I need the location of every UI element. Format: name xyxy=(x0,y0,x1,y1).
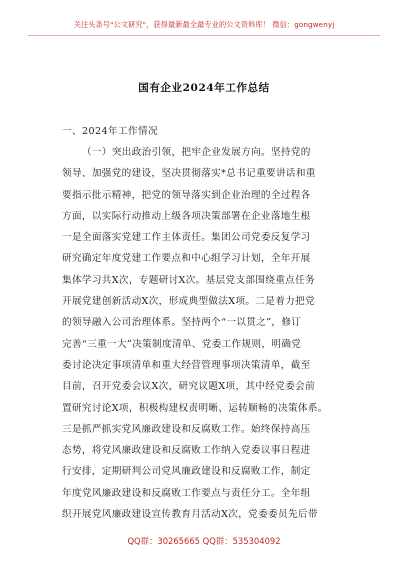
paragraph-line: 年度党风廉政建设和反腐败工作要点与责任分工。全年组 xyxy=(62,487,311,499)
paragraph-line: 领导、加强党的建设，坚决贯彻落实*总书记重要讲话和重 xyxy=(62,168,316,180)
paragraph-line: 开展党建创新活动X次，形成典型做法X项。二是着力把党 xyxy=(62,296,316,308)
paragraph-line: 集体学习共X次，专题研讨X次。基层党支部围绕重点任务 xyxy=(62,274,316,286)
paragraph-line: 目前，召开党委会议X次，研究议题X项，其中经党委会前 xyxy=(62,381,316,393)
paragraph-line: 要指示批示精神，把党的领导落实到企业治理的全过程各 xyxy=(62,189,311,201)
paragraph-line: 方面，以实际行动推动上级各项决策部署在企业落地生根 xyxy=(62,210,311,222)
paragraph-line: 的领导融入公司治理体系。坚持两个“一以贯之”，修订 xyxy=(62,317,302,329)
header-divider xyxy=(28,35,380,36)
document-title: 国有企业2024年工作总结 xyxy=(138,82,270,94)
paragraph-line: 置研究讨论X项，积极构建权责明晰、运转顺畅的决策体系。 xyxy=(62,402,328,414)
paragraph-body xyxy=(62,142,352,525)
paragraph-line: 研究确定年度党建工作要点和中心组学习计划，全年开展 xyxy=(62,253,311,265)
qq-group-footer: QQ群：30265665 QQ群：535304092 xyxy=(127,536,281,546)
paragraph-line: 完善“三重一大”决策制度清单、党委工作规则，明确党 xyxy=(62,338,302,350)
section-heading-1: 一、2024年工作情况 xyxy=(62,126,158,137)
paragraph-line: 态势，将党风廉政建设和反腐败工作纳入党委议事日程进 xyxy=(62,445,311,457)
paragraph-line: 三是抓严抓实党风廉政建设和反腐败工作。始终保持高压 xyxy=(62,423,311,435)
paragraph-line: （一）突出政治引领，把牢企业发展方向。坚持党的 xyxy=(82,147,311,158)
paragraph-line: 一是全面落实党建工作主体责任。集团公司党委反复学习 xyxy=(62,232,311,244)
paragraph-line: 织开展党风廉政建设宣传教育月活动X次，党委委员先后带 xyxy=(62,509,318,521)
paragraph-line: 委讨论决定事项清单和重大经营管理事项决策清单，截至 xyxy=(62,359,311,371)
promo-header: 关注头条号"公文研究"，获得最新最全最专业的公文资料库！ 微信：gongwenyj xyxy=(73,20,335,29)
paragraph-line: 行安排，定期研判公司党风廉政建设和反腐败工作，制定 xyxy=(62,466,311,478)
